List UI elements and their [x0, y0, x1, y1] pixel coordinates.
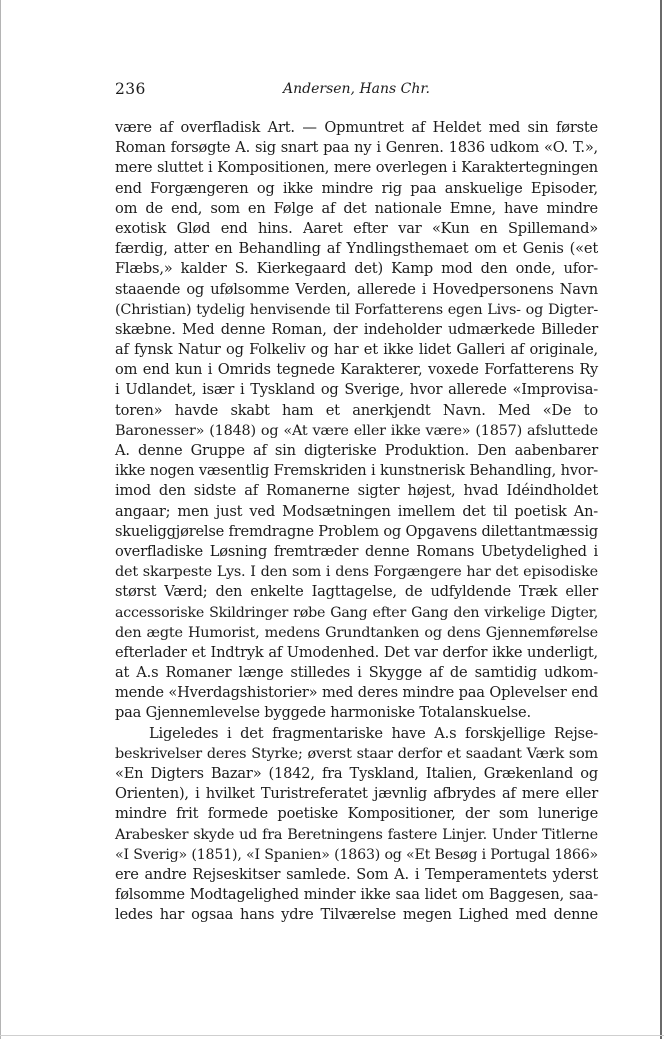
text-line: staaende og ufølsomme Verden, allerede i Hovedpersonens Navn	[115, 280, 598, 298]
text-line: mere sluttet i Kompositionen, mere overlegen i Karaktertegningen	[115, 159, 598, 177]
text-line: A. denne Gruppe af sin digteriske Produktion. Den aabenbarer	[115, 442, 598, 459]
page-bottom-edge	[0, 1035, 664, 1036]
text-line: den ægte Humorist, medens Grundtanken og dens Gjennemførelse	[115, 624, 598, 641]
text-line: at A.s Romaner længe stilledes i Skygge af de samtidig udkom-	[115, 664, 598, 682]
text-line: af fynsk Natur og Folkeliv og har et ikke lidet Galleri af originale,	[115, 341, 598, 359]
text-line: end Forgængeren og ikke mindre rig paa anskuelige Episoder,	[115, 179, 598, 197]
text-line: Roman forsøgte A. sig snart paa ny i Genren. 1836 udkom «O. T.»,	[115, 139, 598, 157]
text-line: imod den sidste af Romanerne sigter højest, hvad Idéindholdet	[115, 482, 598, 500]
text-line: mindre frit formede poetiske Kompositioner, der som lunerige	[115, 805, 598, 823]
text-line: færdig, atter en Behandling af Yndlingsthemaet om et Genis («et	[115, 240, 598, 258]
page-number: 236	[115, 80, 146, 98]
text-line: efterlader et Indtryk af Umodenhed. Det var derfor ikke underligt,	[115, 643, 598, 661]
text-line: angaar; men just ved Modsætningen imellem det til poetisk An-	[115, 502, 598, 520]
text-line: toren» havde skabt ham et anerkjendt Navn. Med «De to	[115, 401, 598, 419]
text-line: exotisk Glød end hins. Aaret efter var «Kun en Spillemand»	[115, 219, 598, 237]
text-line: Flæbs,» kalder S. Kierkegaard det) Kamp mod den onde, ufor-	[115, 260, 598, 278]
paragraph-2	[115, 724, 598, 926]
text-line: paa Gjennemlevelse byggede harmoniske Totalanskuelse.	[115, 704, 531, 722]
text-line: accessoriske Skildringer røbe Gang efter Gang den virkelige Digter,	[115, 604, 598, 621]
text-line: Baronesser» (1848) og «At være eller ikke være» (1857) afsluttede	[115, 422, 598, 439]
text-line: skæbne. Med denne Roman, der indeholder udmærkede Billeder	[115, 320, 598, 338]
text-line: (Christian) tydelig henvisende til Forfatterens egen Livs- og Digter-	[115, 301, 598, 318]
text-line: Arabesker skyde ud fra Beretningens fastere Linjer. Under Titlerne	[115, 826, 598, 843]
paragraph-1	[115, 118, 598, 724]
text-line: være af overfladisk Art. — Opmuntret af Heldet med sin første	[115, 119, 598, 136]
text-line: ikke nogen væsentlig Fremskriden i kunstnerisk Behandling, hvor-	[115, 462, 598, 480]
text-line: om end kun i Omrids tegnede Karakterer, voxede Forfatterens Ry	[115, 361, 598, 379]
text-line: ere andre Rejseskitser samlede. Som A. i Temperamentets yderst	[115, 865, 598, 883]
page-header	[115, 80, 598, 104]
text-line: Ligeledes i det fragmentariske have A.s forskjellige Rejse-	[149, 724, 598, 742]
text-line: «En Digters Bazar» (1842, fra Tyskland, Italien, Grækenland og	[115, 765, 598, 782]
text-line: i Udlandet, især i Tyskland og Sverige, hvor allerede «Improvisa-	[115, 381, 598, 399]
text-line: størst Værd; den enkelte Iagttagelse, de udfyldende Træk eller	[115, 583, 598, 601]
running-head: Andersen, Hans Chr.	[283, 81, 430, 97]
text-line: om de end, som en Følge af det nationale Emne, have mindre	[115, 199, 598, 217]
text-line: «I Sverig» (1851), «I Spanien» (1863) og «Et Besøg i Portugal 1866»	[115, 846, 598, 863]
text-line: Orienten), i hvilket Turistreferatet jævnlig afbrydes af mere eller	[115, 785, 598, 803]
page-left-edge	[0, 0, 1, 1039]
text-line: følsomme Modtagelighed minder ikke saa lidet om Baggesen, saa-	[115, 886, 598, 904]
text-line: mende «Hverdagshistorier» med deres mindre paa Oplevelser end	[115, 684, 598, 702]
text-line: det skarpeste Lys. I den som i dens Forgængere har det episodiske	[115, 564, 598, 581]
text-line: skueliggjørelse fremdragne Problem og Opgavens dilettantmæssig	[115, 522, 599, 540]
text-line: ledes har ogsaa hans ydre Tilværelse megen Lighed med denne	[115, 906, 598, 924]
body-text	[115, 118, 598, 926]
page-right-edge	[660, 0, 662, 1039]
text-line: overfladiske Løsning fremtræder denne Romans Ubetydelighed i	[115, 542, 598, 560]
text-line: beskrivelser deres Styrke; øverst staar derfor et saadant Værk som	[115, 745, 598, 762]
